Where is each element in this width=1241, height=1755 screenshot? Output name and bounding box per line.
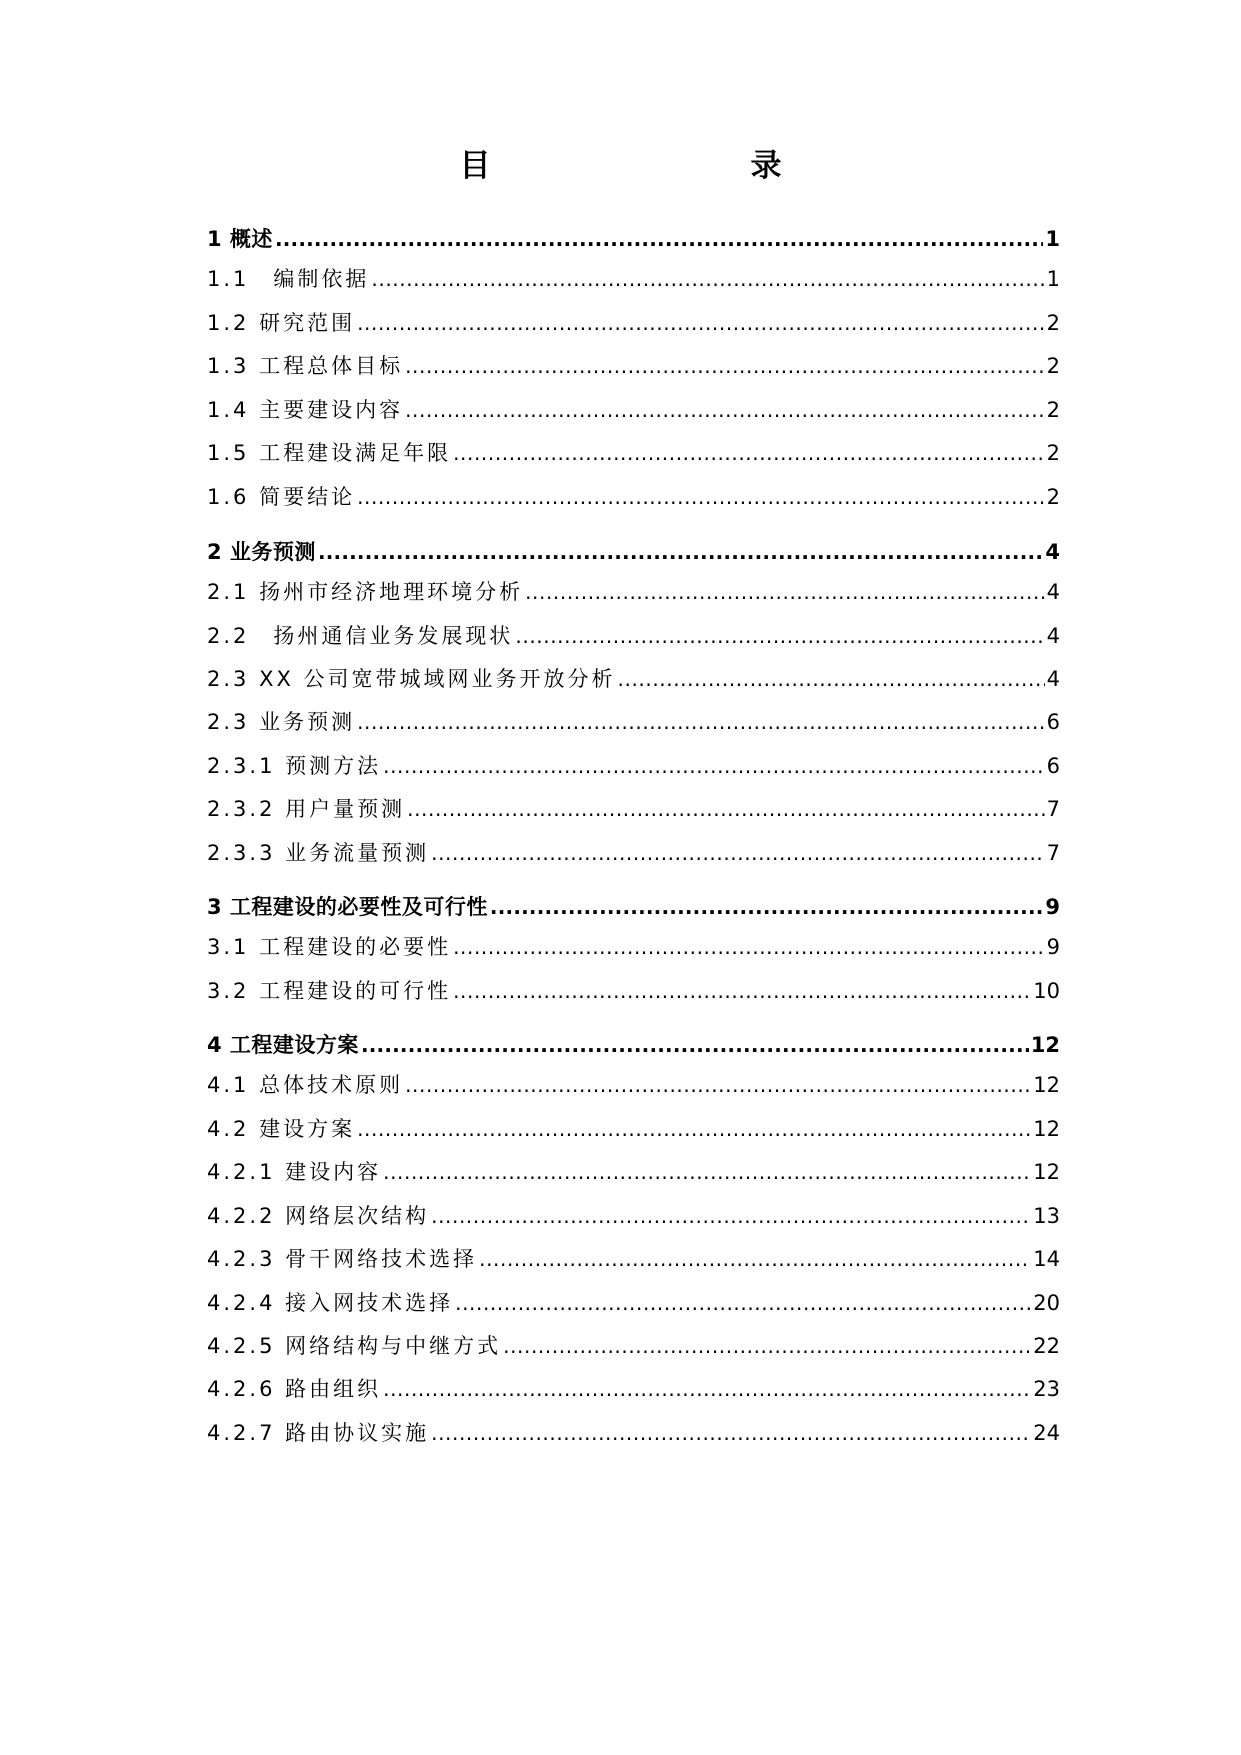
toc-entry-label: 4 工程建设方案 [207,1033,359,1057]
toc-page-number: 23 [1033,1377,1060,1401]
toc-entry[interactable] [207,1067,1060,1099]
toc-leader-dots [479,1245,1031,1273]
toc-page-number: 7 [1046,841,1060,865]
toc-entry-label: 4.2.4 接入网技术选择 [207,1291,454,1315]
toc-leader-dots [383,1375,1031,1403]
toc-entry[interactable] [207,929,1060,961]
toc-entry[interactable] [207,1285,1060,1317]
toc-entry-label: 1.3 工程总体目标 [207,354,404,378]
toc-page-number: 12 [1033,1160,1060,1184]
toc-leader-dots [357,708,1045,736]
toc-leader-dots [503,1332,1031,1360]
toc-entry[interactable] [207,791,1060,823]
toc-page-number: 6 [1046,754,1060,778]
page-title: 目 录 [459,148,848,184]
toc-entry[interactable] [207,392,1060,424]
toc-entry[interactable] [207,1111,1060,1143]
toc-entry-label: 2 业务预测 [207,540,316,564]
toc-entry-label: 2.3 业务预测 [207,710,356,734]
toc-page-number: 4 [1046,624,1060,648]
toc-entry-label: 1.1 编制依据 [207,267,370,291]
toc-page-number: 2 [1046,485,1060,509]
toc-leader-dots [515,622,1044,650]
toc-entry-label: 1.5 工程建设满足年限 [207,441,452,465]
toc-entry[interactable] [207,221,1060,253]
toc-entry-label: 2.3.3 业务流量预测 [207,841,430,865]
toc-page-number: 24 [1033,1421,1060,1445]
toc-entry-label: 4.2 建设方案 [207,1117,356,1141]
toc-page-number: 7 [1046,797,1060,821]
toc-entry[interactable] [207,1198,1060,1230]
toc-page-number: 2 [1046,354,1060,378]
toc-leader-dots [357,1115,1031,1143]
toc-entry[interactable] [207,661,1060,693]
toc-leader-dots [383,752,1045,780]
toc-entry-label: 4.2.5 网络结构与中继方式 [207,1334,502,1358]
toc-entry-label: 2.2 扬州通信业务发展现状 [207,624,514,648]
toc-page-number: 1 [1046,267,1060,291]
toc-leader-dots [357,309,1045,337]
toc-entry-label: 2.1 扬州市经济地理环境分析 [207,580,524,604]
toc-leader-dots [453,439,1045,467]
toc-leader-dots [453,977,1031,1005]
toc-entry[interactable] [207,1371,1060,1403]
toc-page-number: 12 [1030,1033,1060,1057]
toc-page-number: 9 [1045,895,1060,919]
toc-entry-label: 2.3 XX 公司宽带城域网业务开放分析 [207,667,616,691]
toc-entry[interactable] [207,534,1060,566]
toc-leader-dots [618,665,1045,693]
toc-page-number: 12 [1033,1073,1060,1097]
toc-page-number: 12 [1033,1117,1060,1141]
toc-entry-label: 3.1 工程建设的必要性 [207,935,452,959]
toc-leader-dots [407,795,1045,823]
toc-entry-label: 3.2 工程建设的可行性 [207,979,452,1003]
toc-entry[interactable] [207,835,1060,867]
toc-entry-label: 1.2 研究范围 [207,311,356,335]
toc-page-number: 4 [1046,580,1060,604]
toc-entry[interactable] [207,1241,1060,1273]
toc-entry-label: 3 工程建设的必要性及可行性 [207,895,488,919]
toc-entry[interactable] [207,1154,1060,1186]
toc-entry[interactable] [207,1328,1060,1360]
toc-leader-dots [431,839,1045,867]
toc-entry-label: 2.3.2 用户量预测 [207,797,406,821]
toc-leader-dots [525,578,1045,606]
toc-entry-label: 4.1 总体技术原则 [207,1073,404,1097]
toc-leader-dots [361,1031,1029,1059]
toc-entry-label: 4.2.6 路由组织 [207,1377,382,1401]
toc-entry[interactable] [207,574,1060,606]
toc-page-number: 9 [1046,935,1060,959]
toc-page-number: 2 [1046,311,1060,335]
toc-leader-dots [383,1158,1031,1186]
toc-page-number: 22 [1033,1334,1060,1358]
toc-entry-label: 1.4 主要建设内容 [207,398,404,422]
toc-page-number: 20 [1033,1291,1060,1315]
toc-leader-dots [431,1419,1031,1447]
toc-page-number: 4 [1045,540,1060,564]
toc-page-number: 2 [1046,441,1060,465]
toc-leader-dots [371,265,1044,293]
toc-entry-label: 1 概述 [207,227,273,251]
toc-entry-label: 4.2.3 骨干网络技术选择 [207,1247,478,1271]
toc-page-number: 10 [1033,979,1060,1003]
toc-leader-dots [490,893,1043,921]
toc-leader-dots [455,1289,1031,1317]
toc-leader-dots [405,396,1045,424]
toc-entry[interactable] [207,435,1060,467]
toc-entry-label: 1.6 简要结论 [207,485,356,509]
toc-entry-label: 4.2.7 路由协议实施 [207,1421,430,1445]
toc-entry-label: 4.2.1 建设内容 [207,1160,382,1184]
toc-leader-dots [275,225,1043,253]
toc-entry[interactable] [207,973,1060,1005]
toc-entry[interactable] [207,1415,1060,1447]
toc-leader-dots [453,933,1045,961]
toc-entry[interactable] [207,348,1060,380]
toc-page-number: 6 [1046,710,1060,734]
toc-entry-label: 2.3.1 预测方法 [207,754,382,778]
toc-leader-dots [405,1071,1031,1099]
toc-page-number: 13 [1033,1204,1060,1228]
toc-entry[interactable] [207,704,1060,736]
toc-page-number: 14 [1033,1247,1060,1271]
toc-entry[interactable] [207,305,1060,337]
toc-page-number: 2 [1046,398,1060,422]
toc-entry[interactable] [207,889,1060,921]
toc-entry-label: 4.2.2 网络层次结构 [207,1204,430,1228]
toc-entry[interactable] [207,618,1060,650]
toc-entry[interactable] [207,479,1060,511]
toc-leader-dots [357,483,1045,511]
toc-leader-dots [405,352,1045,380]
toc-page-number: 4 [1046,667,1060,691]
toc-entry[interactable] [207,261,1060,293]
toc-page-number: 1 [1045,227,1060,251]
toc-leader-dots [431,1202,1031,1230]
toc-leader-dots [318,538,1043,566]
toc-entry[interactable] [207,1027,1060,1059]
toc-entry[interactable] [207,748,1060,780]
